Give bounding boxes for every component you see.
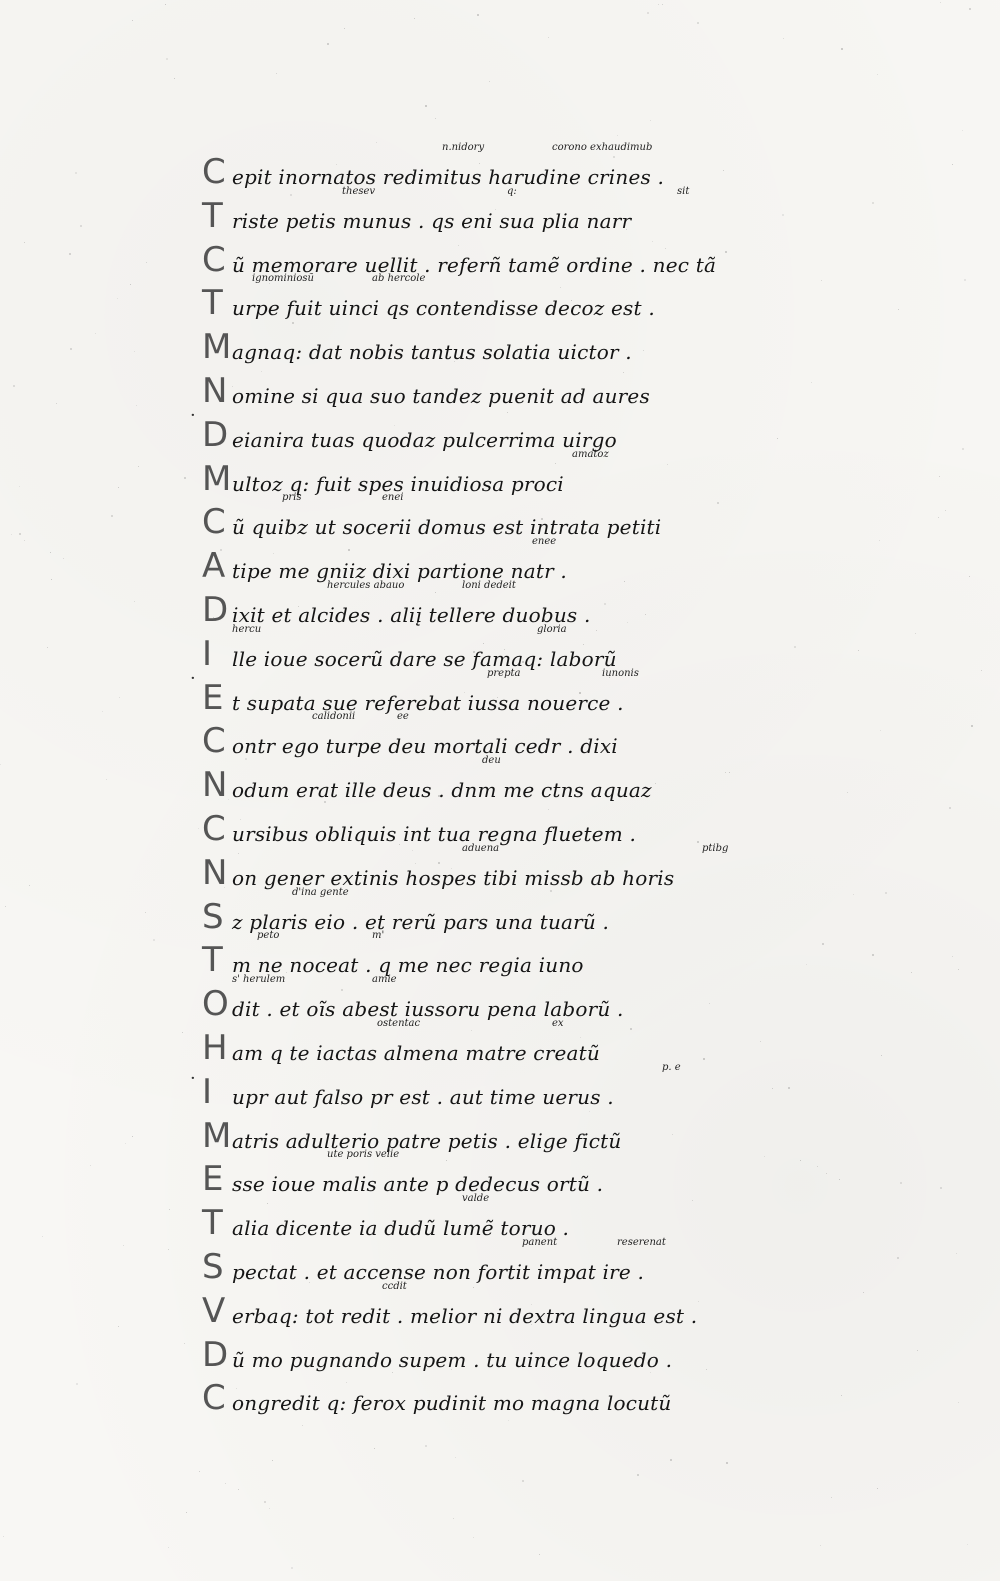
paper-speck	[132, 1136, 133, 1137]
paper-speck	[174, 78, 175, 79]
interlinear-gloss: hercu	[232, 623, 262, 635]
verse-initial: V	[202, 1290, 226, 1331]
verse-initial: S	[202, 1247, 224, 1287]
paper-speck	[938, 517, 939, 518]
interlinear-gloss: loni dedeit	[462, 580, 516, 591]
verse-text: alia dicente ia dudũ lumẽ toruo .	[232, 1216, 570, 1241]
paper-speck	[111, 515, 113, 517]
paper-speck	[374, 1448, 375, 1449]
paper-speck	[11, 534, 12, 535]
paper-speck	[962, 448, 964, 450]
paper-speck	[806, 964, 807, 965]
paper-speck	[863, 1292, 864, 1293]
paper-speck	[841, 1395, 842, 1396]
paper-speck	[548, 37, 549, 38]
interlinear-gloss: gloria	[537, 623, 567, 635]
paper-speck	[376, 142, 377, 143]
verse-line	[202, 1378, 782, 1422]
paper-speck	[821, 280, 822, 281]
verse-text: ongredit q: ferox pudinit mo magna locutũ	[232, 1391, 672, 1416]
paper-speck	[958, 969, 959, 970]
paper-speck	[898, 309, 899, 310]
paper-speck	[134, 601, 135, 602]
interlinear-gloss: ostentac	[377, 1018, 421, 1029]
verse-text: sse ioue malis ante p dedecus ortũ .	[232, 1172, 604, 1197]
verse-text: pectat . et accense non fortit impat ire .	[232, 1260, 645, 1284]
verse-line	[202, 492, 782, 546]
verse-text: ultoz q: fuit spes inuidiosa proci	[232, 471, 564, 496]
paper-speck	[900, 1182, 902, 1184]
paper-speck	[184, 1343, 185, 1344]
paper-speck	[276, 73, 277, 74]
verse-initial: T	[202, 940, 223, 981]
paper-speck	[967, 1544, 968, 1545]
paper-speck	[169, 1209, 170, 1210]
paper-speck	[132, 20, 133, 21]
paper-speck	[820, 1545, 821, 1546]
paper-speck	[826, 1173, 827, 1174]
paper-speck	[19, 486, 20, 487]
verse-initial: E	[202, 1159, 224, 1200]
verse-text: ursibus obliquis int tua regna fluetem .	[232, 822, 637, 846]
verse-text: odum erat ille deus . dnm me ctns aquaz	[232, 778, 652, 803]
verse-text: ũ mo pugnando supem . tu uince loquedo .	[232, 1347, 673, 1372]
paper-speck	[879, 540, 880, 541]
paper-speck	[697, 22, 699, 24]
paper-speck	[291, 1567, 293, 1569]
paper-speck	[414, 18, 415, 19]
verse-initial: T	[202, 195, 223, 236]
paper-speck	[136, 405, 137, 406]
paper-speck	[839, 1179, 840, 1180]
paper-speck	[881, 1055, 882, 1056]
paper-speck	[872, 202, 874, 204]
paper-speck	[166, 58, 168, 60]
verse-text: erbaq: tot redit . melior ni dextra lingua est .	[232, 1303, 698, 1328]
paper-speck	[146, 262, 147, 263]
verse-line	[202, 755, 782, 809]
margin-dot: ·	[190, 405, 196, 426]
interlinear-gloss: ab hercole	[372, 273, 426, 285]
paper-speck	[138, 466, 139, 467]
paper-speck	[788, 1087, 790, 1089]
verse-line	[202, 1193, 782, 1247]
paper-speck	[969, 8, 971, 10]
paper-speck	[134, 351, 135, 352]
paper-speck	[969, 576, 970, 577]
verse-initial: C	[202, 502, 226, 543]
verse-initial: E	[202, 677, 224, 718]
paper-speck	[51, 579, 52, 580]
verse-line	[202, 886, 782, 941]
verse-line	[202, 580, 782, 634]
verse-initial: M	[202, 327, 232, 368]
interlinear-gloss: ee	[397, 711, 409, 723]
interlinear-gloss: ute poris velie	[327, 1149, 400, 1161]
interlinear-gloss: peto	[257, 930, 280, 942]
paper-speck	[853, 894, 854, 895]
paper-speck	[95, 333, 96, 334]
paper-speck	[877, 1488, 878, 1489]
verse-initial: N	[202, 371, 228, 411]
interlinear-gloss: q:	[507, 185, 517, 197]
interlinear-gloss: n.nidory	[442, 142, 485, 153]
verse-line	[202, 1335, 782, 1379]
paper-speck	[5, 906, 6, 907]
paper-speck	[302, 1425, 303, 1426]
paper-speck	[872, 954, 874, 956]
paper-speck	[47, 647, 48, 648]
verse-text: ontr ego turpe deu mortali cedr . dixi	[232, 734, 618, 759]
verse-line	[202, 142, 782, 196]
interlinear-gloss: m'	[372, 930, 385, 942]
paper-speck	[939, 476, 940, 477]
verse-initial: N	[202, 765, 228, 806]
verse-line	[202, 1018, 782, 1072]
verse-line	[202, 930, 782, 984]
paper-speck	[24, 540, 25, 541]
verse-text: lle ioue socerũ dare se famaq: laborũ	[232, 646, 617, 671]
paper-speck	[272, 1460, 273, 1461]
paper-speck	[940, 1187, 942, 1189]
interlinear-gloss: aduena	[462, 842, 500, 854]
paper-speck	[119, 697, 120, 698]
verse-text: am q te iactas almena matre creatũ	[232, 1041, 600, 1065]
verse-text: eianira tuas quodaz pulcerrima uirgo	[232, 427, 617, 452]
verse-line	[202, 1237, 782, 1291]
verse-text: ixit et alcides . aliį tellere duobus .	[232, 603, 591, 627]
verse-text: dit . et oĩs abest iussoru pena laborũ .	[232, 997, 624, 1022]
paper-speck	[153, 939, 155, 941]
paper-speck	[956, 1253, 957, 1254]
paper-speck	[13, 385, 15, 387]
paper-speck	[952, 164, 953, 165]
interlinear-gloss: hercules abauo	[327, 580, 405, 591]
paper-speck	[29, 885, 30, 886]
paper-speck	[981, 670, 982, 671]
paper-speck	[453, 1518, 454, 1519]
paper-speck	[125, 1143, 126, 1144]
interlinear-gloss: s' herulem	[232, 974, 286, 986]
paper-speck	[962, 130, 963, 131]
paper-speck	[168, 1547, 169, 1548]
paper-speck	[958, 1402, 959, 1403]
paper-speck	[76, 1383, 78, 1385]
verse-text: epit inornatos redimitus harudine crines .	[232, 165, 665, 189]
paper-speck	[75, 172, 77, 174]
paper-speck	[186, 1512, 187, 1513]
paper-speck	[269, 1508, 270, 1509]
verse-line	[202, 974, 782, 1028]
interlinear-gloss: valde	[462, 1193, 490, 1205]
interlinear-gloss: calidonii	[312, 711, 356, 723]
verse-line	[202, 842, 782, 897]
paper-speck	[811, 382, 812, 383]
interlinear-gloss: reserenat	[617, 1237, 666, 1248]
paper-speck	[50, 552, 51, 553]
verse-initial: C	[202, 721, 226, 762]
verse-text: m ne noceat . q me nec regia iuno	[232, 953, 584, 978]
paper-speck	[238, 1489, 239, 1490]
paper-speck	[858, 650, 859, 651]
interlinear-gloss: deu	[482, 755, 501, 767]
verse-line	[202, 1280, 782, 1335]
verse-initial: C	[202, 152, 226, 192]
paper-speck	[822, 943, 824, 945]
paper-speck	[42, 1236, 43, 1237]
verse-line	[202, 273, 782, 327]
paper-speck	[425, 105, 427, 107]
verse-text: t supata sue referebat iussa nouerce .	[232, 690, 624, 715]
verse-text: riste petis munus . qs eni sua plia narr	[232, 208, 632, 233]
verse-initial: M	[202, 458, 232, 499]
paper-speck	[80, 225, 82, 227]
paper-speck	[964, 279, 966, 281]
interlinear-gloss: p. e	[662, 1061, 681, 1073]
verse-text: agnaq: dat nobis tantus solatia uictor .	[232, 340, 632, 365]
paper-speck	[168, 1249, 169, 1250]
paper-speck	[911, 972, 912, 973]
paper-speck	[118, 1326, 119, 1327]
paper-speck	[225, 1483, 226, 1484]
interlinear-gloss: corono exhaudimub	[552, 142, 653, 153]
paper-speck	[56, 403, 57, 404]
paper-speck	[3, 1536, 4, 1537]
paper-speck	[617, 135, 618, 136]
paper-speck	[539, 1554, 540, 1555]
paper-speck	[831, 1497, 832, 1498]
paper-speck	[658, 4, 659, 5]
verse-initial: O	[202, 984, 229, 1025]
paper-speck	[19, 533, 21, 535]
verse-initial: C	[202, 809, 226, 849]
verse-initial: C	[202, 239, 226, 280]
verse-line	[202, 371, 782, 415]
interlinear-gloss: ex	[552, 1018, 564, 1029]
paper-speck	[670, 1459, 672, 1461]
verse-line	[202, 185, 782, 240]
paper-speck	[662, 4, 663, 5]
paper-speck	[184, 477, 186, 479]
verse-initial: I	[202, 1071, 213, 1112]
verse-initial: T	[202, 283, 223, 324]
verse-line	[202, 415, 782, 459]
paper-speck	[63, 558, 64, 559]
verse-text: tipe me gniiz dixi partione natr .	[232, 559, 567, 584]
paper-speck	[847, 792, 848, 793]
paper-speck	[165, 4, 166, 5]
verse-line	[202, 1116, 782, 1160]
paper-speck	[917, 1350, 918, 1351]
paper-speck	[647, 12, 649, 14]
paper-speck	[726, 1462, 728, 1464]
paper-speck	[952, 956, 953, 957]
paper-speck	[877, 74, 878, 75]
margin-dot: ·	[190, 1068, 196, 1089]
interlinear-gloss: amatoz	[572, 448, 609, 460]
verse-initial: S	[202, 896, 224, 937]
paper-speck	[182, 1032, 183, 1033]
verse-initial: D	[202, 590, 229, 630]
verse-text: atris adulterio patre petis . elige fictũ	[232, 1128, 622, 1153]
paper-speck	[473, 1537, 474, 1538]
paper-speck	[945, 510, 946, 511]
paper-speck	[117, 298, 118, 299]
verse-text: ũ quibz ut socerii domus est intrata petiti	[232, 515, 662, 540]
paper-speck	[522, 1480, 524, 1482]
interlinear-gloss: ptibg	[702, 842, 729, 854]
paper-speck	[435, 118, 436, 119]
paper-speck	[637, 1474, 639, 1476]
verse-initial: C	[202, 1378, 226, 1419]
verse-initial: I	[202, 633, 213, 674]
verse-initial: A	[202, 546, 226, 587]
verse-text: upr aut falso pr est . aut time uerus .	[232, 1084, 614, 1109]
interlinear-gloss: sit	[677, 185, 690, 197]
paper-speck	[880, 730, 881, 731]
paper-speck	[841, 48, 843, 50]
verse-text: on gener extinis hospes tibi missb ab horis	[232, 865, 675, 890]
verse-line	[202, 1149, 782, 1203]
paper-speck	[327, 43, 329, 45]
paper-speck	[949, 807, 951, 809]
interlinear-gloss: ccdit	[382, 1280, 407, 1292]
verse-line	[202, 1061, 782, 1116]
interlinear-gloss: ignominiosũ	[252, 273, 314, 285]
paper-speck	[344, 28, 345, 29]
paper-speck	[794, 646, 796, 648]
paper-speck	[106, 779, 107, 780]
verse-text: ũ memorare uellit . referñ tamẽ ordine . nec tã	[232, 252, 717, 277]
paper-speck	[885, 892, 887, 894]
paper-speck	[455, 1457, 456, 1458]
verse-text: omine si qua suo tandez puenit ad aures	[232, 384, 650, 408]
interlinear-gloss: enee	[532, 536, 557, 548]
paper-speck	[24, 242, 25, 243]
paper-speck	[0, 764, 1, 765]
paper-speck	[102, 711, 103, 712]
verse-initial: H	[202, 1028, 228, 1068]
paper-speck	[118, 487, 119, 488]
paper-speck	[800, 1160, 801, 1161]
paper-speck	[940, 2, 941, 3]
paper-speck	[650, 120, 651, 121]
paper-speck	[90, 1165, 91, 1166]
paper-speck	[897, 1257, 899, 1259]
interlinear-gloss: panent	[522, 1237, 558, 1248]
interlinear-gloss: d'ina gente	[292, 886, 349, 898]
verse-text: urpe fuit uinci qs contendisse decoz est .	[232, 296, 655, 321]
paper-speck	[264, 1501, 266, 1503]
paper-speck	[145, 912, 146, 913]
paper-speck	[915, 633, 916, 634]
paper-speck	[477, 14, 479, 16]
paper-speck	[123, 1245, 124, 1246]
paper-speck	[782, 214, 784, 216]
interlinear-gloss: amie	[372, 974, 397, 986]
verse-initial: T	[202, 1203, 223, 1244]
paper-speck	[817, 1166, 818, 1167]
margin-dot: ·	[190, 668, 196, 689]
interlinear-gloss: thesev	[342, 185, 376, 197]
paper-speck	[489, 81, 490, 82]
paper-speck	[70, 348, 72, 350]
verse-initial: D	[202, 414, 229, 455]
paper-speck	[198, 828, 199, 829]
paper-speck	[130, 284, 131, 285]
verse-initial: D	[202, 1334, 229, 1375]
verse-text: z plaris eio . et rerũ pars una tuarũ .	[232, 909, 610, 934]
paper-speck	[971, 725, 973, 727]
interlinear-gloss: prepta	[487, 667, 521, 679]
paper-speck	[425, 1445, 427, 1447]
verse-initial: M	[202, 1115, 232, 1156]
verse-line	[202, 667, 782, 722]
paper-speck	[199, 1471, 200, 1472]
interlinear-gloss: pris	[282, 492, 302, 504]
interlinear-gloss: enei	[382, 492, 404, 504]
paper-speck	[783, 38, 784, 39]
verse-initial: N	[202, 852, 228, 893]
paper-speck	[69, 253, 71, 255]
verse-line	[202, 327, 782, 371]
interlinear-gloss: iunonis	[602, 667, 639, 679]
